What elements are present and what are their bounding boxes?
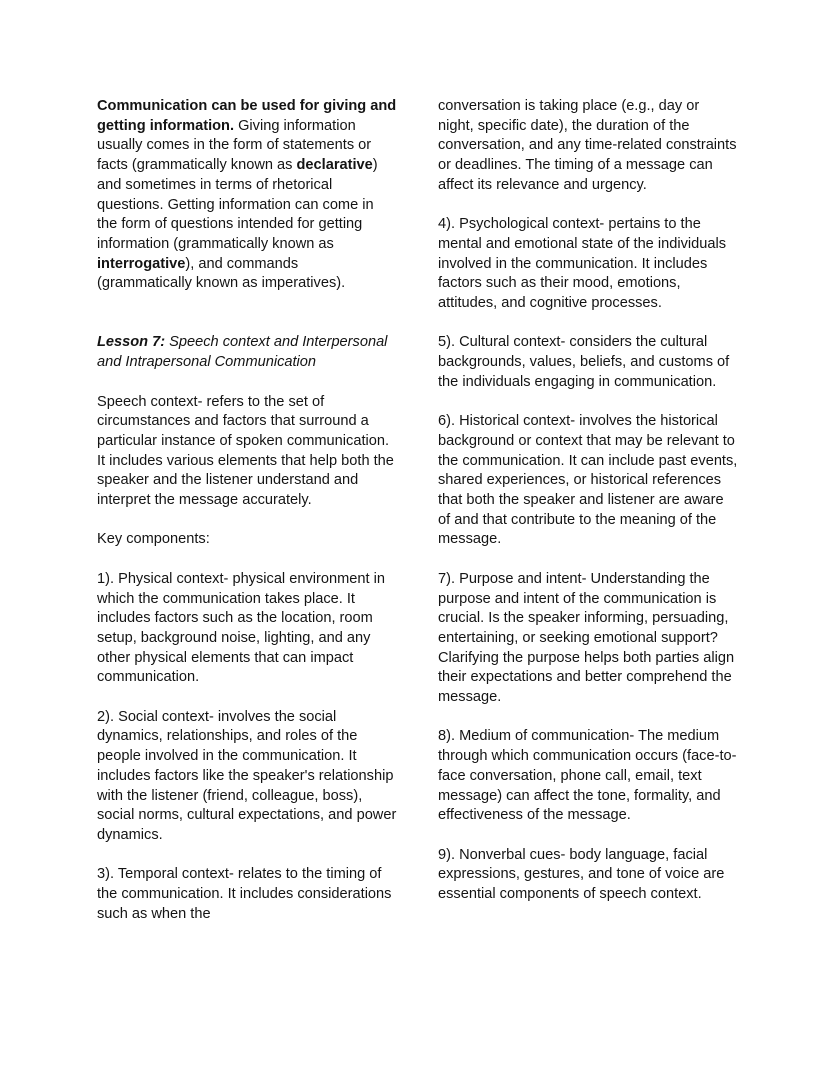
lesson-heading [97,333,397,372]
right-column [438,97,738,924]
list-item: 6). Historical context- involves the historical background or context that may be relevant to the communication. It can include past events, shared experiences, or historical references that both the speaker and listener are aware of and that contribute to the meaning of the message. [438,413,738,548]
list-item: 7). Purpose and intent- Understanding the purpose and intent of the communication is crucial. Is the speaker informing, persuading, entertaining, or seeking emotional support? Clarifying the purpose helps both parties align their expectations and better comprehend the message. [438,570,735,706]
list-item: 2). Social context- involves the social dynamics, relationships, and roles of the people involved in the communication. It includes factors like the speaker's relationship with the listener (friend, colleague, boss), social norms, cultural expectations, and power dynamics. [97,708,397,843]
intro-bold-interrogative: interrogative [97,255,186,272]
list-item: 3). Temporal context- relates to the timing of the communication. It includes considerations such as when the [97,866,392,922]
list-item: 4). Psychological context- pertains to the mental and emotional state of the individuals involved in the communication. It includes factors such as their mood, emotions, attitudes, and cognitive processes. [438,216,726,312]
intro-text-c: ), and commands (grammatically known as imperatives). [97,255,346,292]
speech-context-definition: Speech context- refers to the set of circumstances and factors that surround a particular instance of spoken communication. It includes various elements that help both the speaker and the listener understand and interpret the message accurately. [97,393,394,509]
left-column [97,97,397,944]
lesson-label: Lesson 7: [97,334,166,351]
intro-text-b: ) and sometimes in terms of rhetorical questions. Getting information can come in the form of questions intended for getting information (grammatically known as [97,157,378,252]
intro-text-a: Giving information usually comes in the form of statements or facts (grammatically known as [97,117,372,174]
intro-bold-lead: Communication can be used for giving and getting information. [97,98,397,134]
list-item: 1). Physical context- physical environment in which the communication takes place. It includes factors such as the location, room setup, background noise, lighting, and any other physical elements that can impact communication. [97,570,385,686]
intro-paragraph [97,97,397,294]
list-item: 8). Medium of communication- The medium through which communication occurs (face-to-face conversation, phone call, email, text message) can affect the tone, formality, and effectiveness of the message. [438,728,737,824]
list-item: conversation is taking place (e.g., day or night, specific date), the duration of the conversation, and any time-related constraints or deadlines. The timing of a message can affect its relevance and urgency. [438,98,737,193]
key-components-label: Key components: [97,531,210,548]
lesson-title: Speech context and Interpersonal and Intrapersonal Communication [97,334,388,371]
list-item: 9). Nonverbal cues- body language, facial expressions, gestures, and tone of voice are essential components of speech context. [438,846,725,903]
list-item: 5). Cultural context- considers the cultural backgrounds, values, beliefs, and customs of the individuals engaging in communication. [438,334,730,390]
intro-bold-declarative: declarative [296,157,373,174]
